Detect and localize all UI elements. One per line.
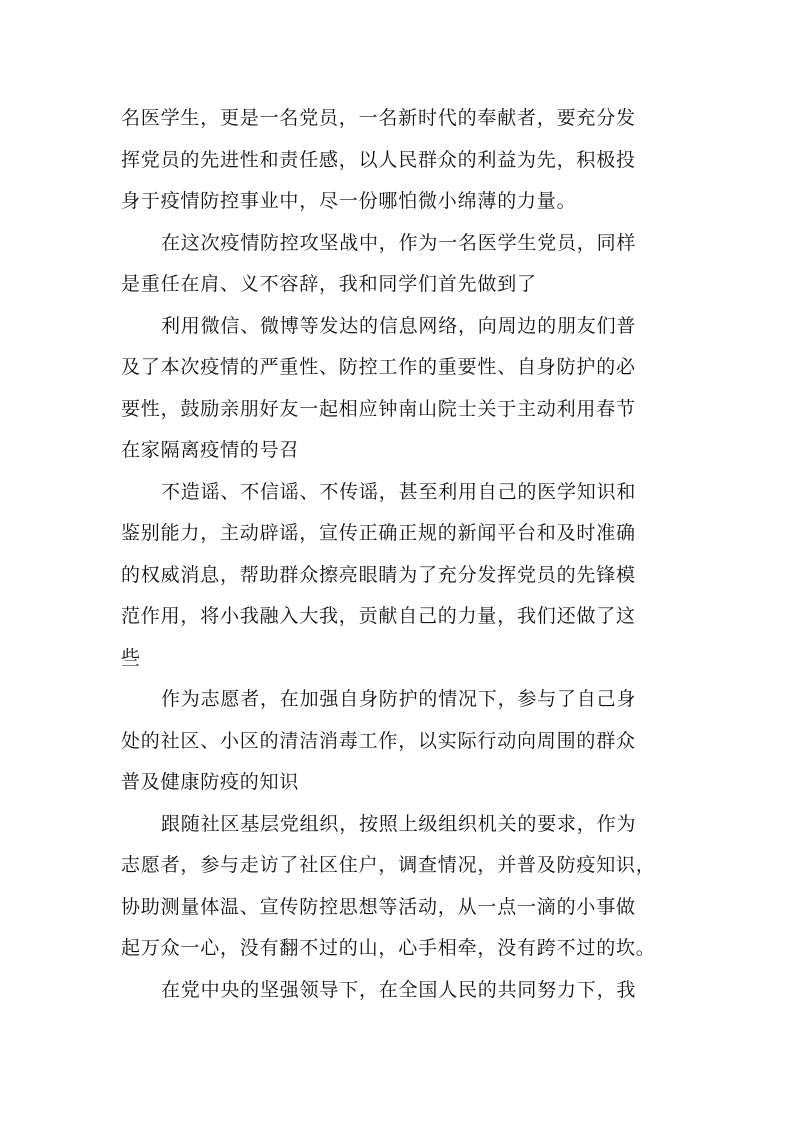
text-line-9: 在家隔离疫情的号召 — [121, 439, 300, 461]
text-line-5: 是重任在肩、义不容辞，我和同学们首先做到了 — [121, 273, 537, 295]
text-line-17: 普及健康防疫的知识 — [121, 771, 300, 793]
text-line-15: 作为志愿者，在加强自身防护的情况下，参与了自己身 — [161, 688, 637, 710]
text-line-7: 及了本次疫情的严重性、防控工作的重要性、自身防护的必 — [121, 356, 636, 378]
text-line-6: 利用微信、微博等发达的信息网络，向周边的朋友们普 — [161, 315, 637, 337]
text-line-20: 协助测量体温、宣传防控思想等活动，从一点一滴的小事做 — [121, 896, 636, 918]
text-line-11: 鉴别能力，主动辟谣，宣传正确正规的新闻平台和及时准确 — [121, 522, 636, 544]
text-line-14: 些 — [121, 647, 141, 669]
text-line-13: 范作用，将小我融入大我，贡献自己的力量，我们还做了这 — [121, 605, 636, 627]
text-line-4: 在这次疫情防控攻坚战中，作为一名医学生党员，同样 — [161, 232, 637, 254]
text-line-16: 处的社区、小区的清洁消毒工作，以实际行动向周围的群众 — [121, 730, 636, 752]
text-line-3: 身于疫情防控事业中，尽一份哪怕微小绵薄的力量。 — [121, 190, 577, 212]
text-line-8: 要性，鼓励亲朋好友一起相应钟南山院士关于主动利用春节 — [121, 398, 636, 420]
text-line-2: 挥党员的先进性和责任感，以人民群众的利益为先，积极投 — [121, 149, 636, 171]
text-line-1: 名医学生，更是一名党员，一名新时代的奉献者，要充分发 — [121, 107, 636, 129]
text-line-19: 志愿者，参与走访了社区住户，调查情况，并普及防疫知识， — [121, 854, 656, 876]
text-line-18: 跟随社区基层党组织，按照上级组织机关的要求，作为 — [161, 813, 637, 835]
text-line-22: 在党中央的坚强领导下，在全国人民的共同努力下，我 — [161, 979, 637, 1001]
text-line-10: 不造谣、不信谣、不传谣，甚至利用自己的医学知识和 — [161, 481, 637, 503]
text-line-21: 起万众一心，没有翻不过的山，心手相牵，没有跨不过的坎。 — [121, 937, 656, 959]
text-line-12: 的权威消息，帮助群众擦亮眼睛为了充分发挥党员的先锋模 — [121, 564, 636, 586]
